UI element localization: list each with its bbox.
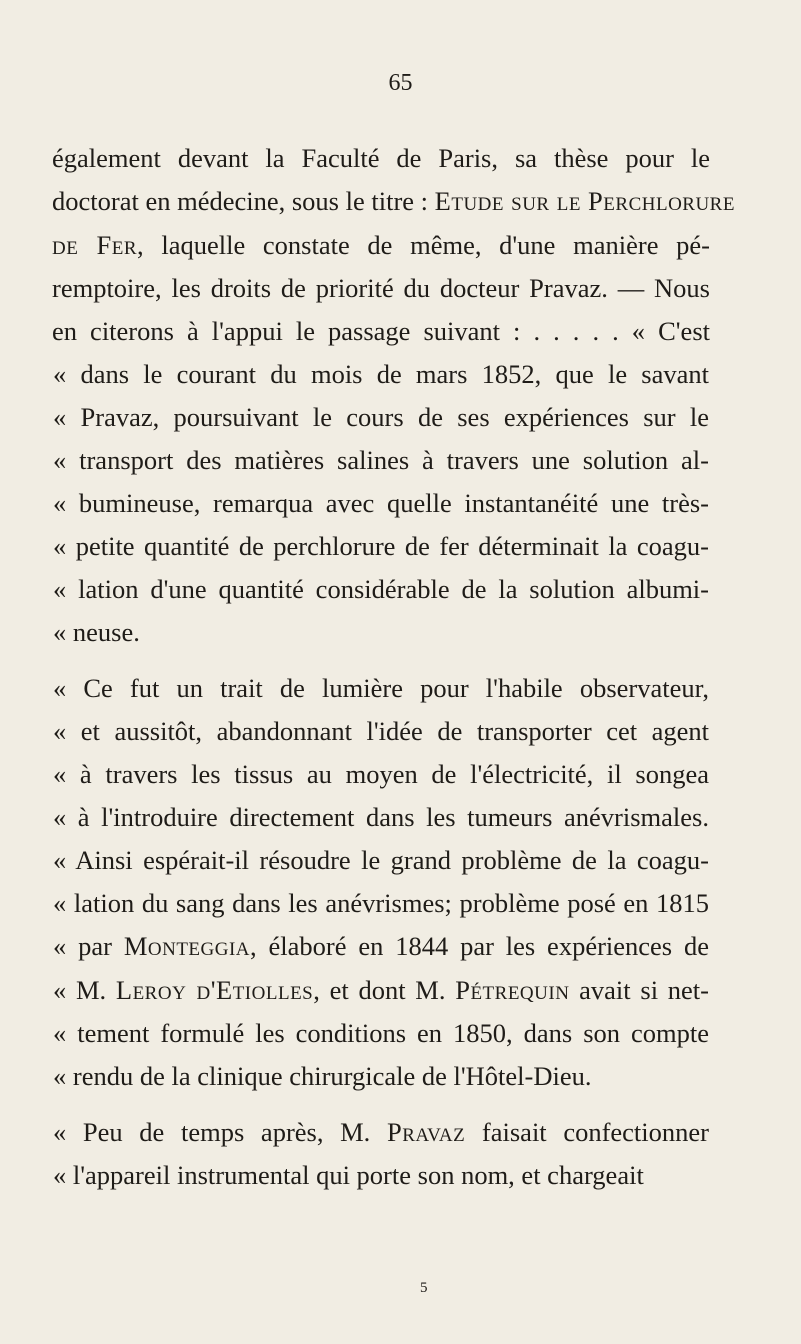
text-line bbox=[53, 715, 709, 747]
text-run: « transport des matières salines à travers une solution al- bbox=[53, 445, 709, 475]
small-caps-name: Etude sur le Perchlorure bbox=[434, 186, 735, 216]
text-run: « Pravaz, poursuivant le cours de ses expériences sur le bbox=[53, 402, 709, 432]
text-run: « l'appareil instrumental qui porte son nom, et chargeait bbox=[53, 1160, 644, 1190]
text-run: « rendu de la clinique chirurgicale de l'Hôtel-Dieu. bbox=[53, 1061, 592, 1091]
text-line bbox=[52, 229, 710, 261]
text-line bbox=[52, 142, 710, 174]
text-run: doctorat en médecine, sous le titre : bbox=[52, 186, 435, 216]
text-line bbox=[53, 573, 709, 605]
text-line bbox=[53, 1159, 709, 1191]
text-run: , laquelle constate de même, d'une manière pé- bbox=[137, 230, 710, 260]
text-run: « M. bbox=[53, 975, 116, 1005]
small-caps-name: de Fer bbox=[52, 230, 138, 260]
text-line bbox=[53, 401, 709, 433]
text-line bbox=[53, 444, 709, 476]
text-line bbox=[52, 315, 710, 347]
text-run: « tement formulé les conditions en 1850, dans son compte bbox=[53, 1018, 709, 1048]
text-run: , et dont M. bbox=[313, 975, 456, 1005]
text-line bbox=[53, 358, 709, 390]
text-run: « Ainsi espérait-il résoudre le grand problème de la coagu- bbox=[53, 845, 709, 875]
text-run: « bumineuse, remarqua avec quelle instantanéité une très- bbox=[53, 488, 709, 518]
text-run: également devant la Faculté de Paris, sa thèse pour le bbox=[52, 143, 710, 173]
text-run: « Ce fut un trait de lumière pour l'habile observateur, bbox=[53, 673, 709, 703]
printer-signature-mark: 5 bbox=[420, 1280, 428, 1296]
text-run: « neuse. bbox=[53, 617, 140, 647]
text-line bbox=[53, 1017, 709, 1049]
text-run: « et aussitôt, abandonnant l'idée de transporter cet agent bbox=[53, 716, 709, 746]
text-line bbox=[53, 844, 709, 876]
text-run: « petite quantité de perchlorure de fer déterminait la coagu- bbox=[53, 531, 709, 561]
text-run: en citerons à l'appui le passage suivant : . . . . . « C'est bbox=[52, 316, 710, 346]
text-line bbox=[53, 672, 709, 704]
text-run: « dans le courant du mois de mars 1852, que le savant bbox=[53, 359, 709, 389]
text-line bbox=[52, 272, 710, 304]
text-line bbox=[53, 1116, 709, 1148]
text-run: remptoire, les droits de priorité du docteur Pravaz. — Nous bbox=[52, 273, 710, 303]
text-line bbox=[53, 930, 709, 962]
text-line bbox=[53, 974, 709, 1006]
text-run: « lation du sang dans les anévrismes; problème posé en 1815 bbox=[53, 888, 709, 918]
text-line bbox=[53, 758, 709, 790]
text-run: « par bbox=[53, 931, 124, 961]
text-run: « à travers les tissus au moyen de l'électricité, il songea bbox=[53, 759, 709, 789]
text-run: « lation d'une quantité considérable de la solution albumi- bbox=[53, 574, 709, 604]
small-caps-name: Monteggia bbox=[123, 931, 251, 961]
small-caps-name: Pravaz bbox=[386, 1117, 466, 1147]
text-line bbox=[53, 801, 709, 833]
text-run: avait si net- bbox=[569, 975, 709, 1005]
text-run: « à l'introduire directement dans les tumeurs anévrismales. bbox=[53, 802, 709, 832]
page-number: 65 bbox=[388, 70, 413, 96]
text-line bbox=[52, 185, 735, 217]
text-line bbox=[53, 887, 709, 919]
text-line bbox=[53, 616, 709, 648]
small-caps-name: Pétrequin bbox=[455, 975, 570, 1005]
text-run: faisait confectionner bbox=[465, 1117, 709, 1147]
text-run: « Peu de temps après, M. bbox=[53, 1117, 387, 1147]
text-line bbox=[53, 1060, 709, 1092]
text-line bbox=[53, 487, 709, 519]
text-line bbox=[53, 530, 709, 562]
small-caps-name: Leroy d'Etiolles bbox=[115, 975, 314, 1005]
text-run: , élaboré en 1844 par les expériences de bbox=[250, 931, 709, 961]
